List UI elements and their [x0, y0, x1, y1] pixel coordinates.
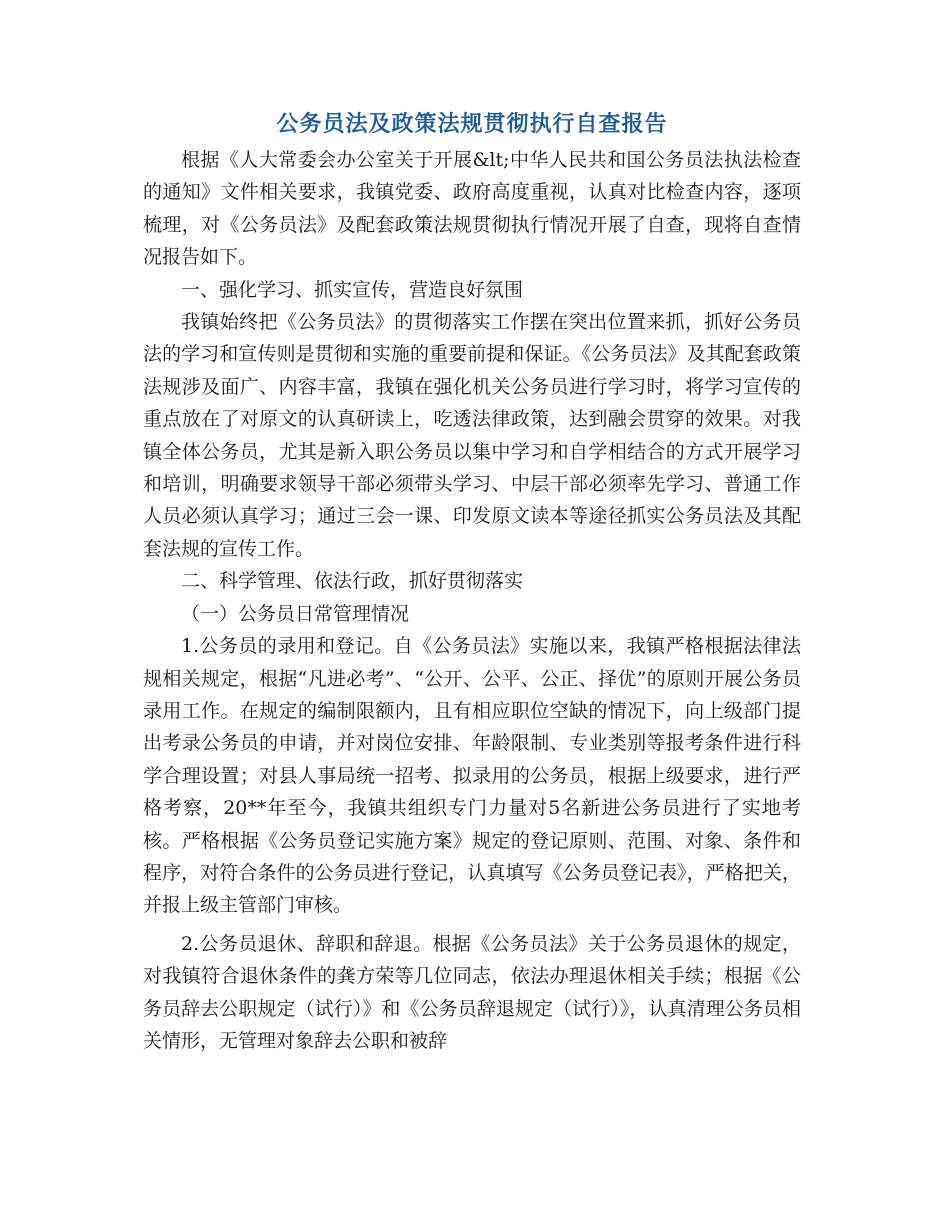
paragraph-recruitment-registration: 1.公务员的录用和登记。自《公务员法》实施以来，我镇严格根据法律法规相关规定，根据“凡进必考”、“公开、公平、公正、择优”的原则开展公务员录用工作。在规定的编制限额内，且有相应职位空缺的情况下，向上级部门提出考录公务员的申请，并对岗位安排、年龄限制、专业类别等报考条件进行科学合理设置；对县人事局统一招考、拟录用的公务员，根据上级要求，进行严格考察，20**年至今，我镇共组织专门力量对5名新进公务员进行了实地考核。严格根据《公务员登记实施方案》规定的登记原则、范围、对象、条件和程序，对符合条件的公务员进行登记，认真填写《公务员登记表》，严格把关，并报上级主管部门审核。: [143, 635, 801, 917]
heading-section-1: 一、强化学习、抓实宣传，营造良好氛围: [181, 278, 524, 301]
paragraph-study-publicity: 我镇始终把《公务员法》的贯彻落实工作摆在突出位置来抓，抓好公务员法的学习和宣传则是贯彻和实施的重要前提和保证。《公务员法》及其配套政策法规涉及面广、内容丰富，我镇在强化机关公务员进行学习时，将学习宣传的重点放在了对原文的认真研读上，吃透法律政策，达到融会贯穿的效果。对我镇全体公务员，尤其是新入职公务员以集中学习和自学相结合的方式开展学习和培训，明确要求领导干部必须带头学习、中层干部必须率先学习、普通工作人员必须认真学习；通过三会一课、印发原文读本等途径抓实公务员法及其配套法规的宣传工作。: [143, 311, 801, 560]
paragraph-retirement-resignation: 2.公务员退休、辞职和辞退。根据《公务员法》关于公务员退休的规定，对我镇符合退休条件的龚方荣等几位同志，依法办理退休相关手续；根据《公务员辞去公职规定（试行）》和《公务员辞退规定（试行）》，认真清理公务员相关情形，无管理对象辞去公职和被辞: [143, 932, 801, 1052]
document-title: 公务员法及政策法规贯彻执行自查报告: [276, 111, 668, 137]
heading-section-2: 二、科学管理、依法行政，抓好贯彻落实: [181, 570, 524, 593]
document-body: [143, 144, 801, 1057]
paragraph-intro: 根据《人大常委会办公室关于开展&lt;中华人民共和国公务员法执法检查的通知》文件相关要求，我镇党委、政府高度重视，认真对比检查内容，逐项梳理，对《公务员法》及配套政策法规贯彻执行情况开展了自查，现将自查情况报告如下。: [143, 149, 801, 269]
heading-subsection-1: （一）公务员日常管理情况: [181, 602, 410, 625]
